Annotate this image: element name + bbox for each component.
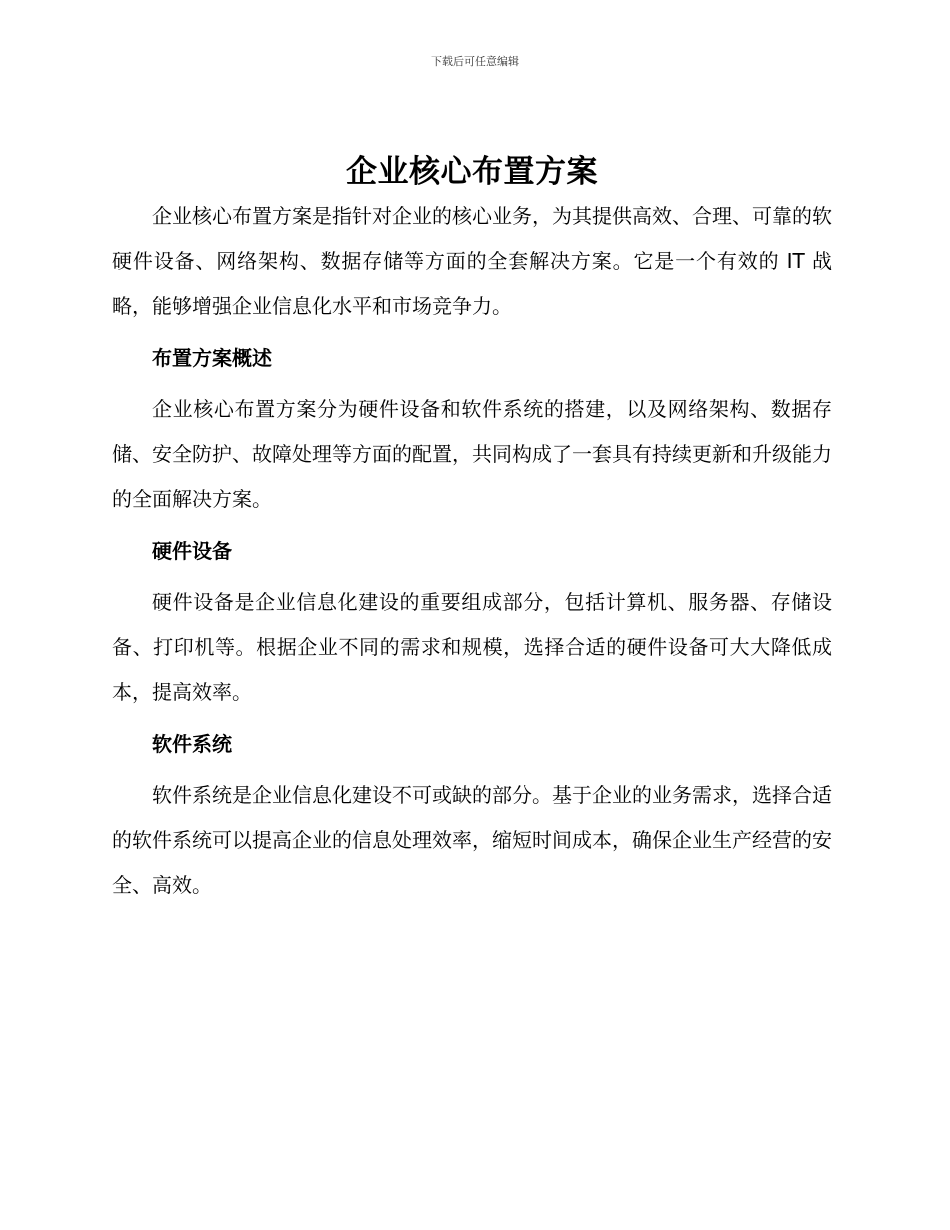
section-heading-software: 软件系统 — [152, 732, 232, 756]
intro-paragraph: 企业核心布置方案是指针对企业的核心业务，为其提供高效、合理、可靠的软硬件设备、网络架构、数据存储等方面的全套解决方案。它是一个有效的 IT 战略，能够增强企业信息化水平和市场竞争力。 — [112, 204, 832, 318]
document-title: 企业核心布置方案 — [346, 154, 598, 190]
section-body-overview: 企业核心布置方案分为硬件设备和软件系统的搭建，以及网络架构、数据存储、安全防护、故障处理等方面的配置，共同构成了一套具有持续更新和升级能力的全面解决方案。 — [112, 397, 832, 511]
section-heading-hardware: 硬件设备 — [152, 539, 232, 563]
header-note: 下载后可任意编辑 — [431, 55, 519, 68]
section-body-software: 软件系统是企业信息化建设不可或缺的部分。基于企业的业务需求，选择合适的软件系统可以提高企业的信息处理效率，缩短时间成本，确保企业生产经营的安全、高效。 — [112, 783, 832, 897]
document-content — [112, 150, 832, 908]
section-body-hardware: 硬件设备是企业信息化建设的重要组成部分，包括计算机、服务器、存储设备、打印机等。根据企业不同的需求和规模，选择合适的硬件设备可大大降低成本，提高效率。 — [112, 590, 832, 704]
section-heading-overview: 布置方案概述 — [152, 346, 272, 370]
